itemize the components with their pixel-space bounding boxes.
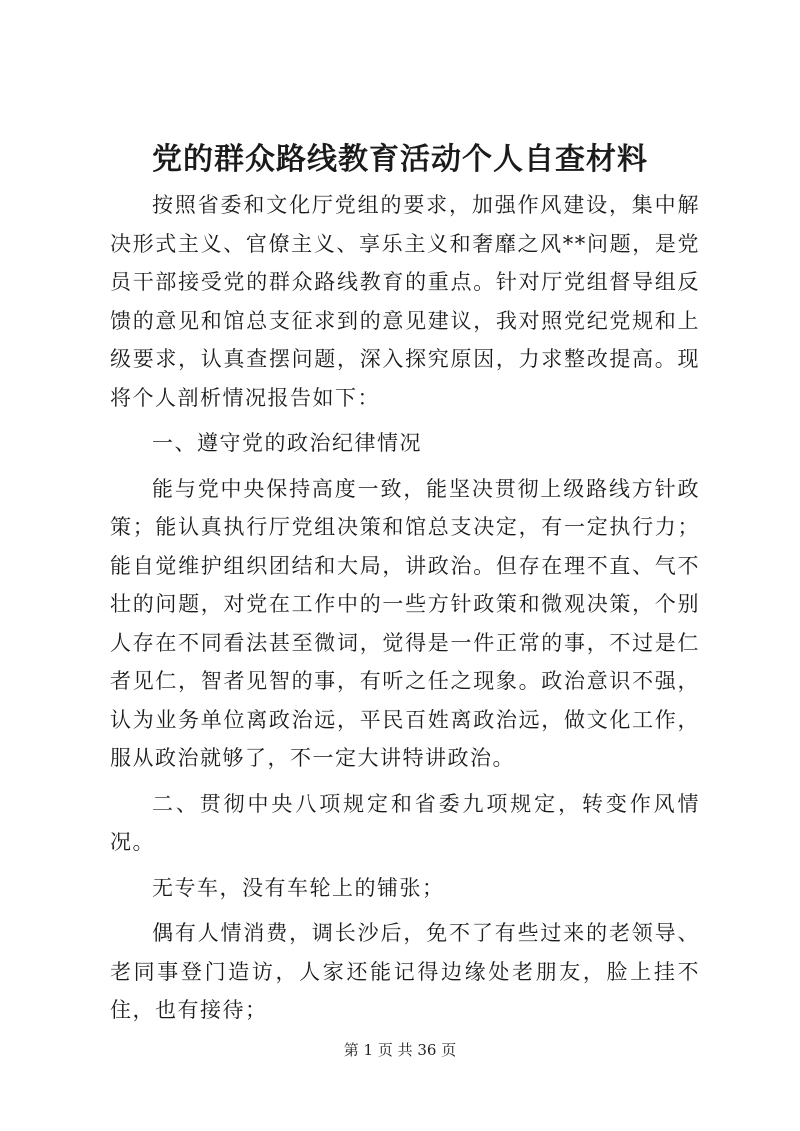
social-expense-paragraph: 偶有人情消费，调长沙后，免不了有些过来的老领导、老同事登门造访，人家还能记得边缘处老朋友，脸上挂不住，也有接待； (110, 921, 700, 1022)
section-heading-2: 二、贯彻中央八项规定和省委九项规定，转变作风情况。 (110, 791, 700, 854)
document-title: 党的群众路线教育活动个人自查材料 (152, 142, 648, 177)
section-heading-1: 一、遵守党的政治纪律情况 (152, 431, 422, 455)
political-discipline-paragraph: 能与党中央保持高度一致，能坚决贯彻上级路线方针政策；能认真执行厅党组决策和馆总支决定，有一定执行力；能自觉维护组织团结和大局，讲政治。但存在理不直、气不壮的问题，对党在工作中的一些方针政策和微观决策，个别人存在不同看法甚至微词，觉得是一件正常的事，不过是仁者见仁，智者见智的事，有听之任之现象。政治意识不强，认为业务单位离政治远，平民百姓离政治远，做文化工作，服从政治就够了，不一定大讲特讲政治。 (110, 476, 700, 770)
document-body (110, 186, 700, 1030)
intro-paragraph: 按照省委和文化厅党组的要求，加强作风建设，集中解决形式主义、官僚主义、享乐主义和奢靡之风**问题，是党员干部接受党的群众路线教育的重点。针对厅党组督导组反馈的意见和馆总支征求到的意见建议，我对照党纪党规和上级要求，认真查摆问题，深入探究原因，力求整改提高。现将个人剖析情况报告如下： (110, 193, 700, 410)
page-number-footer: 第 1 页 共 36 页 (343, 1041, 457, 1059)
no-car-paragraph: 无专车，没有车轮上的铺张； (152, 875, 445, 900)
